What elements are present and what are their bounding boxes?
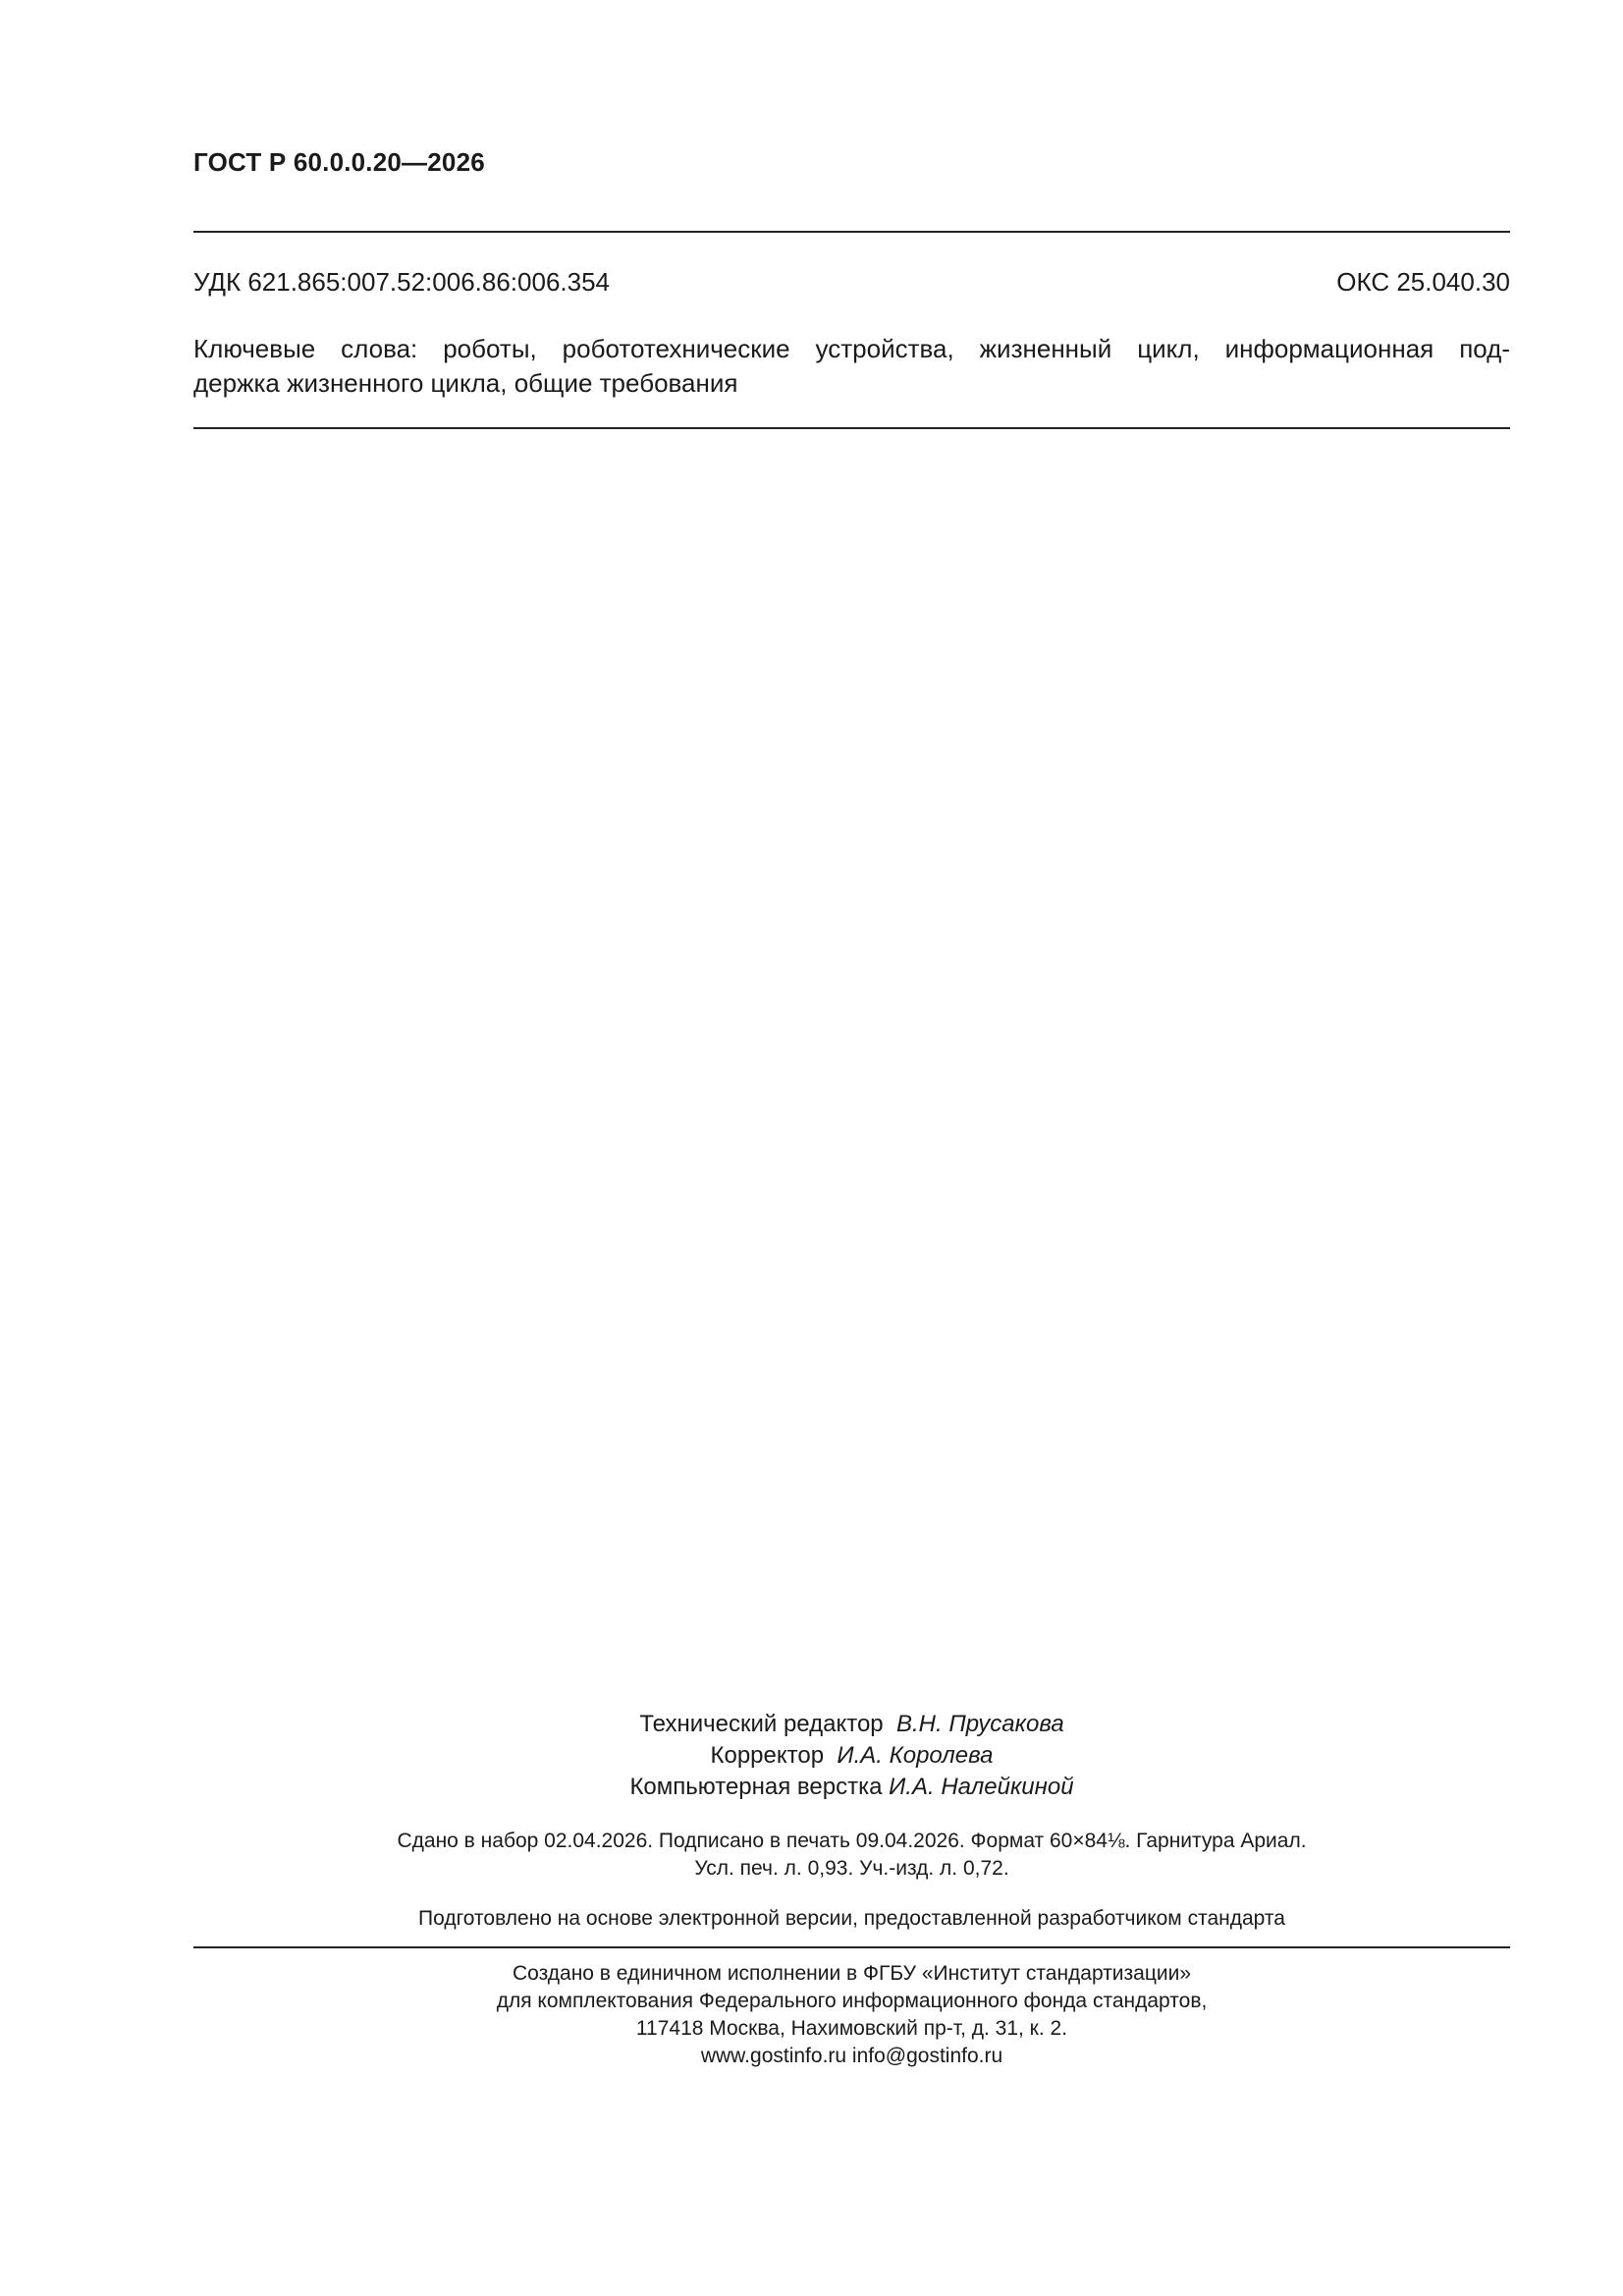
layout-name: И.А. Налейкиной	[889, 1774, 1074, 1800]
print-info-line-2: Усл. печ. л. 0,93. Уч.-изд. л. 0,72.	[694, 1857, 1009, 1880]
tech-editor-line	[193, 1709, 1510, 1740]
footer-line-1: Создано в единичном исполнении в ФГБУ «Институт стандартизации»	[512, 1962, 1192, 1985]
footer-divider	[193, 1946, 1510, 1948]
keywords-line-2: держка жизненного цикла, общие требования	[193, 368, 738, 398]
footer-contacts: www.gostinfo.ru info@gostinfo.ru	[700, 2045, 1003, 2067]
keywords-divider	[193, 427, 1510, 429]
top-divider	[193, 231, 1510, 233]
keywords-line-1: Ключевые слова: роботы, робототехнические устройства, жизненный цикл, информационная под-	[193, 334, 1510, 363]
credits-block	[193, 1709, 1510, 1803]
corrector-label: Корректор	[710, 1742, 825, 1769]
standard-number: ГОСТ Р 60.0.0.20—2026	[193, 147, 485, 177]
layout-label: Компьютерная верстка	[629, 1774, 883, 1800]
tech-editor-label: Технический редактор	[639, 1711, 884, 1737]
tech-editor-name: В.Н. Прусакова	[896, 1711, 1064, 1737]
udk-code: УДК 621.865:007.52:006.86:006.354	[193, 267, 611, 297]
layout-line	[193, 1772, 1510, 1803]
oks-code: ОКС 25.040.30	[1336, 267, 1510, 297]
corrector-line	[193, 1740, 1510, 1772]
corrector-name: И.А. Королева	[837, 1742, 994, 1769]
footer-address: 117418 Москва, Нахимовский пр-т, д. 31, к. 2.	[635, 2017, 1068, 2040]
footer-line-2: для комплектования Федерального информационного фонда стандартов,	[496, 1990, 1208, 2012]
keywords-paragraph	[193, 332, 1510, 401]
prepared-note: Подготовлено на основе электронной версии, предоставленной разработчиком стандарта	[418, 1907, 1285, 1930]
print-info-line-1: Сдано в набор 02.04.2026. Подписано в печать 09.04.2026. Формат 60×84⅛. Гарнитура Ариал.	[397, 1830, 1307, 1852]
